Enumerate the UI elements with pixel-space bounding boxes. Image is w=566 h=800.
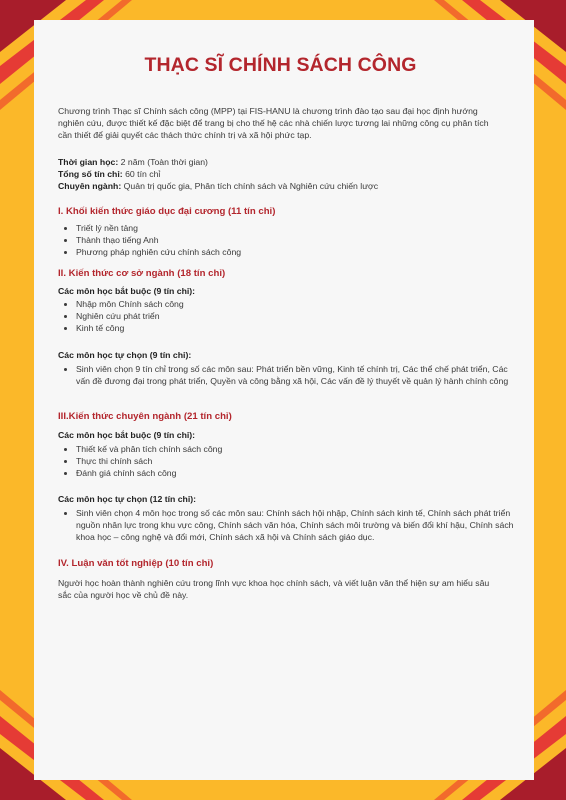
section-specialized-heading: III.Kiến thức chuyên ngành (21 tín chỉ) bbox=[58, 411, 232, 422]
section-thesis-heading: IV. Luận văn tốt nghiệp (10 tín chỉ) bbox=[58, 558, 214, 569]
list-item: • Đánh giá chính sách công bbox=[76, 467, 521, 479]
intro-paragraph: Chương trình Thạc sĩ Chính sách công (MPP) tại FIS-HANU là chương trình đào tạo sau đại học định hướng nghiên cứu, được thiết kế đặc biệt để trang bị cho thế hệ các nhà chiến lược tương lai những công cụ phân tích cần thiết để giải quyết các thách thức chính trị và xã hội phức tạp. bbox=[58, 106, 489, 141]
section-general-heading: I. Khối kiến thức giáo dục đại cương (11 tín chỉ) bbox=[58, 206, 276, 217]
list-item: • Sinh viên chọn 4 môn học trong số các môn sau: Chính sách hội nhập, Chính sách kinh tế, Chính sách phát triển nguồn nhân lực trong khu vực công, Chính sách văn hóa, Chính sách môi trường và biến đổi khí hậu, Chính sách khoa học – công nghệ và đổi mới, Chính sách xã hội và Chính sách giáo dục. bbox=[76, 507, 521, 544]
list-item: • Thực thi chính sách bbox=[76, 455, 521, 467]
list-item: • Triết lý nền tảng bbox=[76, 222, 521, 234]
meta-duration bbox=[58, 156, 503, 168]
list-item: • Phương pháp nghiên cứu chính sách công bbox=[76, 246, 521, 258]
list-item: • Thiết kế và phân tích chính sách công bbox=[76, 443, 521, 455]
credits-value: 60 tín chỉ bbox=[122, 169, 161, 180]
list-item: • Sinh viên chọn 9 tín chỉ trong số các môn sau: Phát triển bền vững, Kinh tế chính trị, Các thể chế phát triển, Các vấn đề đương đại trong phát triển, Quyền và công bằng xã hội, Các vấn đề lý thuyết về quản lý hành chính công bbox=[76, 363, 521, 387]
credits-label: Tổng số tín chỉ: bbox=[58, 169, 123, 180]
foundation-required-heading: Các môn học bắt buộc (9 tín chỉ): bbox=[58, 286, 196, 296]
page-title: THẠC SĨ CHÍNH SÁCH CÔNG bbox=[144, 54, 417, 76]
list-item: • Nghiên cứu phát triển bbox=[76, 310, 521, 322]
list-item: • Thành thạo tiếng Anh bbox=[76, 234, 521, 246]
list-item: • Nhập môn Chính sách công bbox=[76, 298, 521, 310]
foundation-required-list bbox=[58, 298, 521, 335]
document-page bbox=[34, 20, 534, 780]
foundation-elective-heading: Các môn học tự chọn (9 tín chỉ): bbox=[58, 350, 192, 360]
list-item: • Kinh tế công bbox=[76, 322, 521, 334]
section-general-list bbox=[58, 222, 521, 259]
specialized-elective-list bbox=[58, 507, 521, 544]
specialized-required-heading: Các môn học bắt buộc (9 tín chỉ): bbox=[58, 430, 196, 440]
meta-credits bbox=[58, 168, 503, 180]
foundation-elective-list bbox=[58, 363, 521, 387]
meta-major bbox=[58, 180, 503, 192]
specialized-elective-heading: Các môn học tự chọn (12 tín chỉ): bbox=[58, 494, 197, 504]
duration-label: Thời gian học: bbox=[58, 157, 119, 167]
major-value: Quản trị quốc gia, Phân tích chính sách và Nghiên cứu chiến lược bbox=[121, 181, 379, 192]
major-label: Chuyên ngành: bbox=[58, 181, 122, 192]
section-foundation-heading: II. Kiến thức cơ sở ngành (18 tín chỉ) bbox=[58, 268, 226, 279]
specialized-required-list bbox=[58, 443, 521, 480]
program-meta bbox=[58, 156, 503, 193]
duration-value: 2 năm (Toàn thời gian) bbox=[118, 157, 208, 167]
thesis-paragraph: Người học hoàn thành nghiên cứu trong lĩnh vực khoa học chính sách, và viết luận văn thể hiện sự am hiểu sâu sắc của người học về chủ đề này. bbox=[58, 578, 490, 601]
